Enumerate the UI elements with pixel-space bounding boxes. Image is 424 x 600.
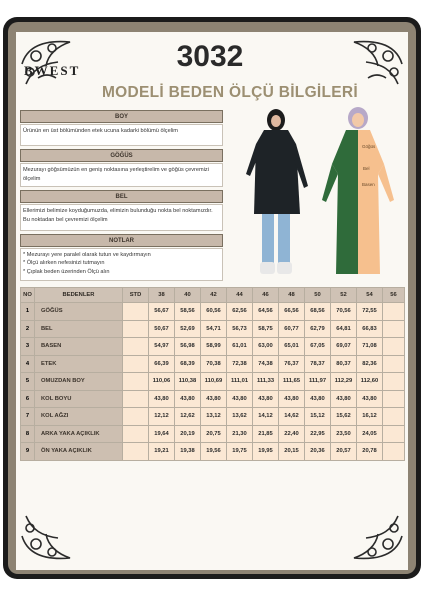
section-text-notlar: * Mezurayı yere paralel olarak tutun ve kaydırmayın * Ölçü alırken nefesinizi tutmayın * Çıplak beden üzerinden Ölçü alın	[20, 248, 223, 281]
label-chest: Göğüs	[362, 144, 376, 149]
section-text-gogus: Mezurayı göğsümüzün en geniş noktasına yerleştirelim ve göğüs çevremizi ölçelim	[20, 163, 223, 187]
size-value-cell: 15,62	[331, 408, 357, 426]
ornament-bottom-left-icon	[18, 506, 78, 566]
size-value-cell: 22,95	[305, 425, 331, 443]
size-value-cell: 58,99	[201, 338, 227, 356]
size-value-cell: 58,75	[253, 320, 279, 338]
size-value-cell: 21,30	[227, 425, 253, 443]
size-value-cell: 43,80	[227, 390, 253, 408]
table-row	[21, 408, 405, 426]
size-value-cell: 19,64	[149, 425, 175, 443]
measurement-name: ÖN YAKA AÇIKLIK	[35, 443, 123, 461]
model-photo	[240, 104, 312, 284]
size-value-cell: 43,80	[279, 390, 305, 408]
size-value-cell: 61,01	[227, 338, 253, 356]
size-value-cell: 62,79	[305, 320, 331, 338]
size-value-cell: 19,38	[175, 443, 201, 461]
size-value-cell: 67,05	[305, 338, 331, 356]
size-value-cell: 21,85	[253, 425, 279, 443]
size-value-cell: 13,62	[227, 408, 253, 426]
size-value-cell: 12,12	[149, 408, 175, 426]
size-value-cell: 56,98	[175, 338, 201, 356]
size-value-cell: 71,08	[357, 338, 383, 356]
row-number: 7	[21, 408, 35, 426]
table-row	[21, 338, 405, 356]
table-header-cell: 40	[175, 288, 201, 303]
std-cell	[123, 303, 149, 321]
measurement-name: BASEN	[35, 338, 123, 356]
size-value-cell: 20,36	[305, 443, 331, 461]
row-number: 6	[21, 390, 35, 408]
size-value-cell: 64,56	[253, 303, 279, 321]
measurement-name: KOL AĞZI	[35, 408, 123, 426]
table-header-cell: 38	[149, 288, 175, 303]
measurement-name: BEL	[35, 320, 123, 338]
table-header-cell: BEDENLER	[35, 288, 123, 303]
section-title-notlar: NOTLAR	[20, 234, 223, 247]
size-value-cell: 72,38	[227, 355, 253, 373]
size-value-cell	[383, 338, 405, 356]
size-value-cell	[383, 320, 405, 338]
size-value-cell: 43,80	[331, 390, 357, 408]
size-value-cell: 112,60	[357, 373, 383, 391]
std-cell	[123, 338, 149, 356]
section-title-bel: BEL	[20, 190, 223, 203]
size-value-cell: 110,69	[201, 373, 227, 391]
std-cell	[123, 425, 149, 443]
size-value-cell: 16,12	[357, 408, 383, 426]
size-value-cell: 69,07	[331, 338, 357, 356]
size-value-cell	[383, 425, 405, 443]
table-header-cell: 50	[305, 288, 331, 303]
section-title-gogus: GÖĞÜS	[20, 149, 223, 162]
section-title-boy: BOY	[20, 110, 223, 123]
size-value-cell: 43,80	[305, 390, 331, 408]
size-value-cell: 60,56	[201, 303, 227, 321]
size-value-cell: 20,15	[279, 443, 305, 461]
row-number: 5	[21, 373, 35, 391]
size-value-cell: 19,75	[227, 443, 253, 461]
table-header-cell: 44	[227, 288, 253, 303]
table-header-cell: STD	[123, 288, 149, 303]
size-value-cell: 60,77	[279, 320, 305, 338]
size-value-cell	[383, 390, 405, 408]
table-row	[21, 355, 405, 373]
std-cell	[123, 443, 149, 461]
page-title: MODELİ BEDEN ÖLÇÜ BİLGİLERİ	[101, 84, 359, 101]
size-value-cell: 19,21	[149, 443, 175, 461]
size-value-cell: 23,50	[331, 425, 357, 443]
size-value-cell: 68,56	[305, 303, 331, 321]
size-value-cell: 64,81	[331, 320, 357, 338]
size-value-cell: 72,55	[357, 303, 383, 321]
size-value-cell: 80,37	[331, 355, 357, 373]
table-row	[21, 320, 405, 338]
size-value-cell: 56,73	[227, 320, 253, 338]
size-value-cell: 112,29	[331, 373, 357, 391]
size-value-cell: 20,57	[331, 443, 357, 461]
size-value-cell: 66,56	[279, 303, 305, 321]
size-value-cell	[383, 355, 405, 373]
size-value-cell: 43,80	[201, 390, 227, 408]
std-cell	[123, 390, 149, 408]
table-header-row	[21, 288, 405, 303]
size-value-cell: 14,12	[253, 408, 279, 426]
size-value-cell: 56,67	[149, 303, 175, 321]
table-header-cell: 54	[357, 288, 383, 303]
table-header-cell: 48	[279, 288, 305, 303]
size-value-cell: 43,80	[149, 390, 175, 408]
size-value-cell: 66,83	[357, 320, 383, 338]
model-code: 3032	[176, 40, 244, 73]
size-value-cell: 20,75	[201, 425, 227, 443]
size-value-cell: 13,12	[201, 408, 227, 426]
size-value-cell: 65,01	[279, 338, 305, 356]
measurement-name: GÖĞÜS	[35, 303, 123, 321]
row-number: 1	[21, 303, 35, 321]
table-header-cell: 56	[383, 288, 405, 303]
size-value-cell: 63,00	[253, 338, 279, 356]
size-value-cell: 12,62	[175, 408, 201, 426]
size-value-cell: 70,38	[201, 355, 227, 373]
row-number: 3	[21, 338, 35, 356]
section-text-bel: Ellerimizi belimize koyduğumuzda, elimizin bulunduğu nokta bel noktamızdır. Bu noktadan bel çevremizi ölçelim	[20, 204, 223, 231]
row-number: 8	[21, 425, 35, 443]
std-cell	[123, 355, 149, 373]
table-row	[21, 425, 405, 443]
label-waist: Bel	[363, 166, 370, 171]
ornament-bottom-right-icon	[346, 506, 406, 566]
measurement-name: KOL BOYU	[35, 390, 123, 408]
size-value-cell: 62,56	[227, 303, 253, 321]
size-value-cell: 66,39	[149, 355, 175, 373]
table-row	[21, 373, 405, 391]
size-value-cell: 19,56	[201, 443, 227, 461]
section-text-boy: Ürünün en üst bölümünden etek ucuna kadarki bölümü ölçelim	[20, 124, 223, 146]
row-number: 9	[21, 443, 35, 461]
size-value-cell: 43,80	[175, 390, 201, 408]
table-row	[21, 443, 405, 461]
table-header-cell: 52	[331, 288, 357, 303]
brand-logo: BWEST	[24, 63, 81, 78]
size-value-cell: 111,65	[279, 373, 305, 391]
row-number: 4	[21, 355, 35, 373]
size-table	[20, 287, 405, 461]
measurement-name: ETEK	[35, 355, 123, 373]
size-value-cell: 110,06	[149, 373, 175, 391]
size-value-cell: 82,36	[357, 355, 383, 373]
label-hip: Basen	[362, 182, 375, 187]
measurement-name: ARKA YAKA AÇIKLIK	[35, 425, 123, 443]
size-value-cell: 58,56	[175, 303, 201, 321]
size-value-cell: 20,19	[175, 425, 201, 443]
size-value-cell: 78,37	[305, 355, 331, 373]
std-cell	[123, 408, 149, 426]
size-value-cell: 110,38	[175, 373, 201, 391]
size-value-cell: 15,12	[305, 408, 331, 426]
size-value-cell: 22,40	[279, 425, 305, 443]
size-value-cell: 43,80	[357, 390, 383, 408]
size-value-cell: 54,71	[201, 320, 227, 338]
size-value-cell: 50,67	[149, 320, 175, 338]
table-row	[21, 303, 405, 321]
size-value-cell: 52,69	[175, 320, 201, 338]
size-value-cell: 54,97	[149, 338, 175, 356]
size-value-cell: 43,80	[253, 390, 279, 408]
size-value-cell: 74,38	[253, 355, 279, 373]
table-row	[21, 390, 405, 408]
table-header-cell: NO	[21, 288, 35, 303]
size-value-cell	[383, 408, 405, 426]
size-value-cell: 111,97	[305, 373, 331, 391]
size-value-cell	[383, 373, 405, 391]
std-cell	[123, 320, 149, 338]
size-value-cell: 76,37	[279, 355, 305, 373]
size-value-cell	[383, 303, 405, 321]
table-header-cell: 42	[201, 288, 227, 303]
size-value-cell: 68,39	[175, 355, 201, 373]
size-value-cell: 14,62	[279, 408, 305, 426]
table-header-cell: 46	[253, 288, 279, 303]
size-value-cell: 111,01	[227, 373, 253, 391]
measurement-illustration	[318, 104, 398, 280]
size-value-cell: 19,95	[253, 443, 279, 461]
size-value-cell	[383, 443, 405, 461]
measurement-name: OMUZDAN BOY	[35, 373, 123, 391]
size-value-cell: 20,78	[357, 443, 383, 461]
row-number: 2	[21, 320, 35, 338]
size-value-cell: 24,05	[357, 425, 383, 443]
size-value-cell: 111,33	[253, 373, 279, 391]
size-value-cell: 70,56	[331, 303, 357, 321]
std-cell	[123, 373, 149, 391]
